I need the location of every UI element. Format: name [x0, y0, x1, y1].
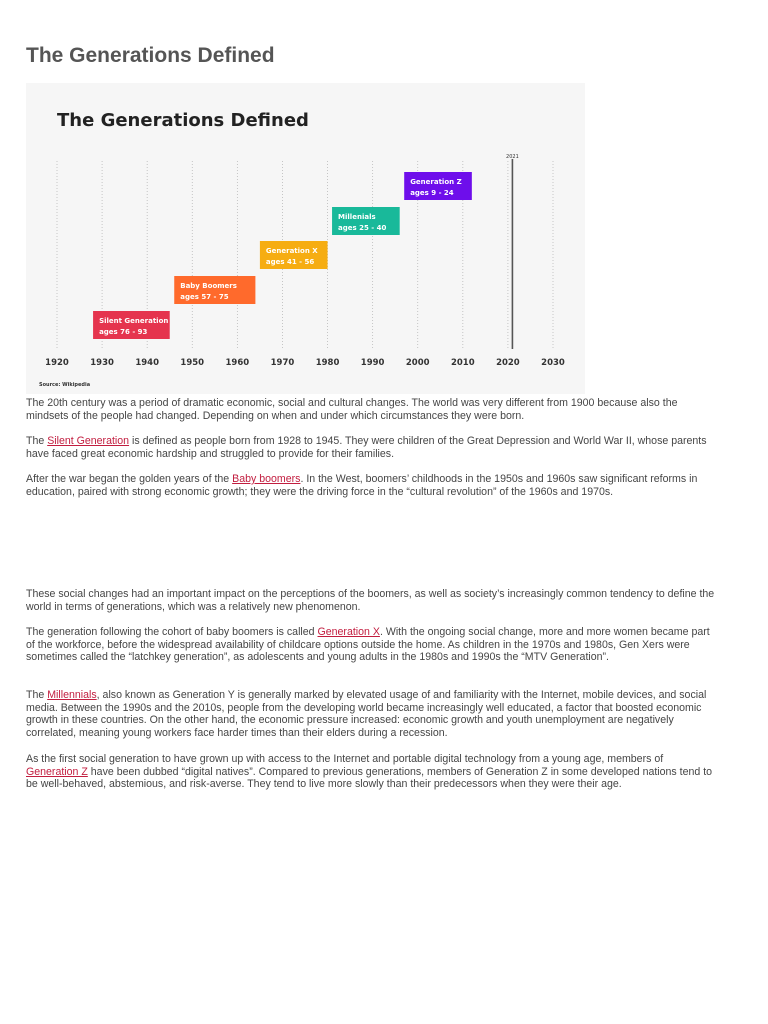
paragraph-generation-x [26, 626, 716, 664]
paragraph-text: , also known as Generation Y is generally marked by elevated usage of and familiarity with the Internet, mobile devices, and social media. Between the 1990s and the 2010s, people from the developing world became increasingly well educated, a factor that boosted economic growth in these countries. On the other hand, the economic pressure increased: economic growth and youth unemployment are negatively correlated, meaning young workers face harder times than their elders during a recession. [26, 689, 707, 739]
tick-label-2000: 2000 [405, 358, 430, 368]
current-year-label: 2021 [506, 154, 519, 160]
paragraph-text: The 20th century was a period of dramatic economic, social and cultural changes. The world was very different from 1900 because also the mindsets of the people had changed. Depending on when and under which circumstances they were born. [26, 397, 678, 422]
link-baby-boomers[interactable]: Baby boomers [232, 473, 301, 485]
chart-source: Source: Wikipedia [39, 382, 91, 388]
bar-name-baby-boomers: Baby Boomers [180, 282, 237, 290]
paragraph-silent-generation [26, 435, 716, 460]
bar-name-millenials: Millenials [338, 213, 376, 221]
paragraph-text: is defined as people born from 1928 to 1945. They were children of the Great Depression and World War II, whose parents have faced great economic hardship and struggled to provide for their families. [26, 435, 707, 460]
paragraph-text: . In the West, boomers’ childhoods in the 1950s and 1960s saw significant reforms in education, paired with strong economic growth; they were the driving force in the “cultural revolution” of the 1960s and 1970s. [26, 473, 698, 498]
link-millennials[interactable]: Millennials [47, 689, 97, 701]
paragraph-intro [26, 397, 716, 422]
tick-label-1990: 1990 [360, 358, 385, 368]
paragraph-millennials [26, 689, 716, 739]
bar-ages-silent-generation: ages 76 - 93 [99, 328, 148, 336]
bar-ages-generation-x: ages 41 - 56 [265, 258, 315, 266]
tick-label-2030: 2030 [541, 358, 565, 368]
bar-name-generation-z: Generation Z [410, 178, 462, 186]
tick-label-2020: 2020 [496, 358, 520, 368]
paragraph-text: As the first social generation to have grown up with access to the Internet and portable digital technology from a young age, members of [26, 753, 664, 765]
tick-label-2010: 2010 [450, 358, 475, 368]
paragraph-text: These social changes had an important impact on the perceptions of the boomers, as well as society’s increasingly common tendency to define the world in terms of generations, which was a relatively new phenomenon. [26, 588, 715, 613]
chart-title: The Generations Defined [57, 110, 309, 131]
tick-label-1970: 1970 [270, 358, 295, 368]
paragraph-text: have been dubbed “digital natives”. Compared to previous generations, members of Generation Z in some developed nations tend to be well-behaved, abstemious, and risk-averse. They tend to live more slowly than their predecessors when they were their age. [26, 765, 713, 791]
bar-name-silent-generation: Silent Generation [99, 317, 169, 325]
bar-name-generation-x: Generation X [265, 247, 318, 255]
generations-timeline-figure [26, 83, 585, 394]
paragraph-social-changes [26, 588, 716, 613]
paragraph-generation-z [26, 753, 716, 791]
tick-label-1980: 1980 [315, 358, 340, 368]
tick-label-1950: 1950 [180, 358, 205, 368]
paragraph-text: The generation following the cohort of baby boomers is called [26, 626, 318, 638]
tick-label-1940: 1940 [135, 358, 160, 368]
link-silent-generation[interactable]: Silent Generation [47, 435, 130, 447]
paragraph-text: After the war began the golden years of the [26, 473, 233, 485]
paragraph-text: . With the ongoing social change, more and more women became part of the workforce, before the widespread availability of childcare options outside the home. As children in the 1970s and 1980s, Gen Xers were sometimes called the “latchkey generation”, as adolescents and young adults in the 1980s and 1990s the “MTV Generation”. [26, 626, 710, 664]
timeline-chart [26, 83, 585, 394]
tick-label-1960: 1960 [225, 358, 250, 368]
paragraph-text: The [26, 689, 48, 701]
bar-ages-millenials: ages 25 - 40 [338, 224, 387, 232]
tick-label-1920: 1920 [45, 358, 69, 368]
link-generation-x[interactable]: Generation X [317, 626, 380, 638]
tick-label-1930: 1930 [90, 358, 114, 368]
paragraph-baby-boomers [26, 473, 716, 498]
link-generation-z[interactable]: Generation Z [26, 765, 88, 778]
bar-ages-generation-z: ages 9 - 24 [410, 189, 454, 197]
paragraph-text: The [26, 435, 48, 447]
bar-ages-baby-boomers: ages 57 - 75 [180, 293, 229, 301]
page-title: The Generations Defined [26, 44, 275, 67]
x-axis-ticks [45, 358, 565, 368]
